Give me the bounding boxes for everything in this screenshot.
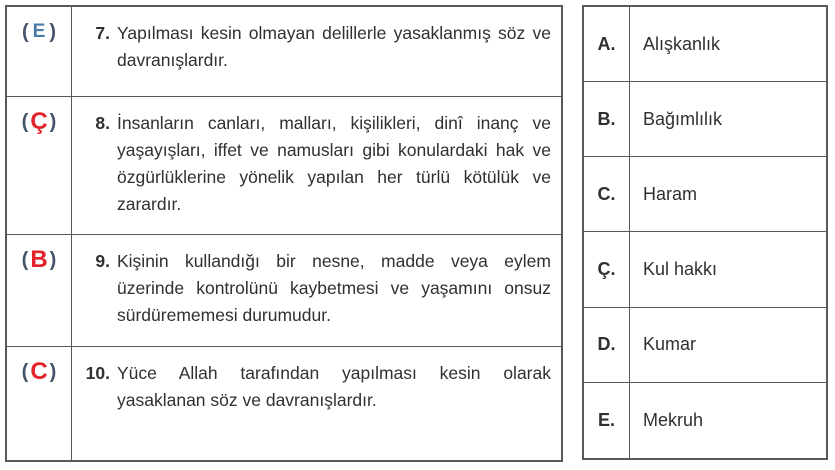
- option-letter-e: E.: [584, 383, 630, 458]
- option-label-a: Alışkanlık: [643, 33, 721, 54]
- close-paren: ): [49, 249, 57, 271]
- option-letter-a: A.: [584, 7, 630, 81]
- question-row-9: [7, 235, 561, 347]
- open-paren: (: [21, 111, 29, 133]
- question-text-7: Yapılması kesin olmayan delillerle yasaklanmış söz ve davranışlardır.: [117, 23, 551, 70]
- answer-letter-10: C: [30, 358, 48, 385]
- question-number-8: 8.: [95, 113, 110, 133]
- option-row-e: [584, 383, 826, 458]
- option-row-cedilla: [584, 232, 826, 307]
- question-number-10: 10.: [85, 363, 110, 383]
- question-text-10: Yüce Allah tarafından yapılması kesin olarak yasaklanan söz ve davranışlardır.: [117, 363, 551, 410]
- option-letter-b: B.: [584, 82, 630, 156]
- close-paren: ): [49, 111, 57, 133]
- option-row-a: [584, 7, 826, 82]
- questions-table: [5, 5, 563, 462]
- question-number-7: 7.: [95, 23, 110, 43]
- answer-cell-10: [7, 347, 72, 460]
- question-row-10: [7, 347, 561, 460]
- question-number-9: 9.: [95, 251, 110, 271]
- option-label-b: Bağımlılık: [643, 108, 723, 129]
- option-label-e: Mekruh: [643, 409, 704, 430]
- option-letter-d: D.: [584, 308, 630, 382]
- question-text-8: İnsanların canları, malları, kişilikleri, dinî inanç ve yaşayışları, iffet ve namusları gibi konulardaki hak ve özgürlüklerine yönelik yapılan her türlü kötülük ve zarardır.: [117, 113, 551, 214]
- open-paren: (: [21, 21, 29, 43]
- question-cell-10: [72, 347, 561, 460]
- question-row-7: [7, 7, 561, 97]
- question-cell-8: [72, 97, 561, 234]
- question-row-8: [7, 97, 561, 235]
- answer-cell-9: [7, 235, 72, 346]
- option-row-d: [584, 308, 826, 383]
- answer-letter-7: E: [32, 21, 46, 42]
- option-label-cedilla: Kul hakkı: [643, 259, 718, 280]
- answer-cell-8: [7, 97, 72, 234]
- close-paren: ): [49, 21, 57, 43]
- option-letter-cedilla: Ç.: [584, 232, 630, 306]
- option-letter-c: C.: [584, 157, 630, 231]
- answer-cell-7: [7, 7, 72, 96]
- option-label-c: Haram: [643, 183, 698, 204]
- options-table: [582, 5, 828, 460]
- answer-letter-9: B: [30, 246, 48, 273]
- option-label-d: Kumar: [643, 334, 697, 355]
- close-paren: ): [49, 361, 57, 383]
- question-text-9: Kişinin kullandığı bir nesne, madde veya eylem üzerinde kontrolünü kaybetmesi ve yaşamını onsuz sürdürememesi durumudur.: [117, 251, 551, 325]
- open-paren: (: [21, 361, 29, 383]
- question-cell-7: [72, 7, 561, 96]
- answer-letter-8: Ç: [30, 108, 48, 135]
- open-paren: (: [21, 249, 29, 271]
- question-cell-9: [72, 235, 561, 346]
- option-row-c: [584, 157, 826, 232]
- option-row-b: [584, 82, 826, 157]
